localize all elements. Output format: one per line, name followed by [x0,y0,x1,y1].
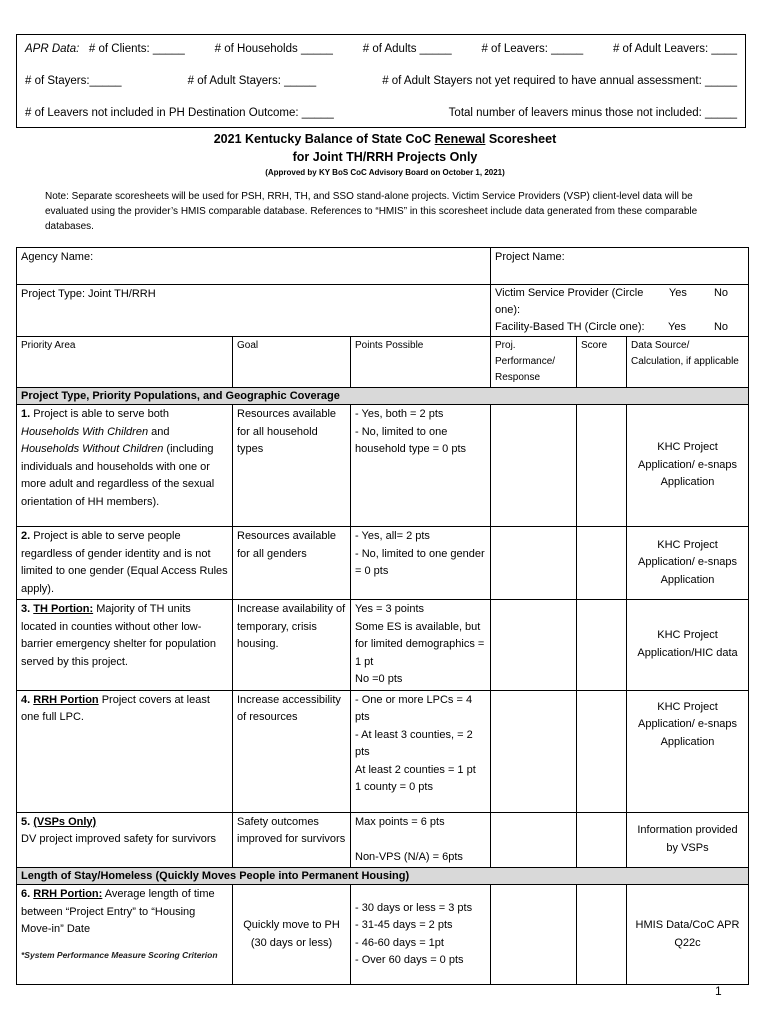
goal-cell: Resources available for all household types [233,405,351,527]
scoresheet-table [16,247,749,985]
facility-no[interactable]: No [713,321,729,333]
apr-total-leavers[interactable]: Total number of leavers minus those not included: _____ [448,107,737,119]
apr-data-box [16,34,746,128]
points-cell: - Yes, all= 2 pts - No, limited to one gender = 0 pts [351,527,491,600]
scoresheet-note: Note: Separate scoresheets will be used for PSH, RRH, TH, and SSO stand-alone projects. Victim Service Providers (VSP) client-level data will be evaluated using the provider’s HMIS comparable database. References to “HMIS” in this scoresheet include data generated from these comparable databases. [45,191,698,232]
score-cell[interactable] [577,405,627,527]
section-heading: Length of Stay/Homeless (Quickly Moves People into Permanent Housing) [17,868,749,885]
source-cell: HMIS Data/CoC APR Q22c [627,885,749,985]
score-cell[interactable] [577,812,627,868]
points-cell: - Yes, both = 2 pts - No, limited to one household type = 0 pts [351,405,491,527]
performance-cell[interactable] [491,690,577,812]
col-performance: Proj. Performance/ Response [491,337,577,388]
col-points-possible: Points Possible [351,337,491,388]
source-cell: KHC Project Application/HIC data [627,600,749,691]
vsp-label: Victim Service Provider (Circle one): [495,287,644,316]
apr-row-1 [25,43,737,75]
table-row [17,600,749,691]
vsp-no[interactable]: No [713,287,729,299]
table-row [17,527,749,600]
source-cell: KHC Project Application/ e-snaps Application [627,527,749,600]
goal-cell: Quickly move to PH (30 days or less) [233,885,351,985]
performance-cell[interactable] [491,405,577,527]
col-priority-area: Priority Area [17,337,233,388]
facility-label: Facility-Based TH (Circle one): [495,321,645,333]
goal-cell: Resources available for all genders [233,527,351,600]
priority-cell: 5. (VSPs Only) DV project improved safety for survivors [17,812,233,868]
table-row [17,812,749,868]
performance-cell[interactable] [491,527,577,600]
performance-cell[interactable] [491,600,577,691]
source-cell: KHC Project Application/ e-snaps Application [627,690,749,812]
col-score: Score [577,337,627,388]
col-data-source: Data Source/ Calculation, if applicable [627,337,749,388]
project-type-field: Project Type: Joint TH/RRH [17,285,491,337]
facility-yes[interactable]: Yes [668,321,686,333]
score-cell[interactable] [577,690,627,812]
table-row [17,885,749,985]
apr-adult-leavers[interactable]: # of Adult Leavers: ____ [612,43,737,55]
apr-households[interactable]: # of Households _____ [214,43,333,55]
table-row [17,690,749,812]
source-cell: Information provided by VSPs [627,812,749,868]
apr-adults[interactable]: # of Adults _____ [362,43,452,55]
points-cell: Max points = 6 pts Non-VPS (N/A) = 6pts [351,812,491,868]
priority-cell: 6. RRH Portion: Average length of time between “Project Entry” to “Housing Move-in” Date *System Performance Measure Scoring Criterion [17,885,233,985]
score-cell[interactable] [577,885,627,985]
points-cell: - One or more LPCs = 4 pts - At least 3 counties, = 2 pts At least 2 counties = 1 pt 1 county = 0 pts [351,690,491,812]
points-cell: - 30 days or less = 3 pts - 31-45 days = 2 pts - 46-60 days = 1pt - Over 60 days = 0 pts [351,885,491,985]
goal-cell: Increase availability of temporary, crisis housing. [233,600,351,691]
priority-cell: 1. Project is able to serve both Households With Children and Households Without Children (including individuals and households with one or more adult and regardless of the sexual orientation of HH members). [17,405,233,527]
agency-name-field[interactable]: Agency Name: [17,248,491,285]
page-subtitle: for Joint TH/RRH Projects Only [292,150,478,164]
apr-not-required[interactable]: # of Adult Stayers not yet required to have annual assessment: _____ [382,75,737,87]
apr-row-2 [25,75,737,107]
vsp-yes[interactable]: Yes [668,287,687,299]
apr-leavers[interactable]: # of Leavers: _____ [481,43,584,55]
col-goal: Goal [233,337,351,388]
score-cell[interactable] [577,600,627,691]
performance-cell[interactable] [491,812,577,868]
page-number: 1 [715,984,722,998]
apr-stayers[interactable]: # of Stayers:_____ [25,75,122,87]
priority-cell: 3. TH Portion: Majority of TH units located in counties without other low-barrier emergency shelter for population served by this project. [17,600,233,691]
goal-cell: Safety outcomes improved for survivors [233,812,351,868]
spm-note: *System Performance Measure Scoring Criterion [21,949,218,960]
approval-note: (Approved by KY BoS CoC Advisory Board on October 1, 2021) [265,168,505,177]
priority-cell: 2. Project is able to serve people regardless of gender identity and is not limited to one gender (Equal Access Rules apply). [17,527,233,600]
section-heading: Project Type, Priority Populations, and Geographic Coverage [17,388,749,405]
apr-clients[interactable]: # of Clients: _____ [88,43,185,55]
project-name-field[interactable]: Project Name: [491,248,749,285]
points-cell: Yes = 3 points Some ES is available, but for limited demographics = 1 pt No =0 pts [351,600,491,691]
goal-cell: Increase accessibility of resources [233,690,351,812]
circle-options [491,285,749,337]
page-title: 2021 Kentucky Balance of State CoC Renewal Scoresheet [213,132,557,146]
apr-leavers-not-included[interactable]: # of Leavers not included in PH Destination Outcome: _____ [25,107,334,119]
apr-label: APR Data: [25,43,80,55]
priority-cell: 4. RRH Portion Project covers at least one full LPC. [17,690,233,812]
table-row [17,405,749,527]
performance-cell[interactable] [491,885,577,985]
apr-adult-stayers[interactable]: # of Adult Stayers: _____ [187,75,317,87]
score-cell[interactable] [577,527,627,600]
source-cell: KHC Project Application/ e-snaps Application [627,405,749,527]
